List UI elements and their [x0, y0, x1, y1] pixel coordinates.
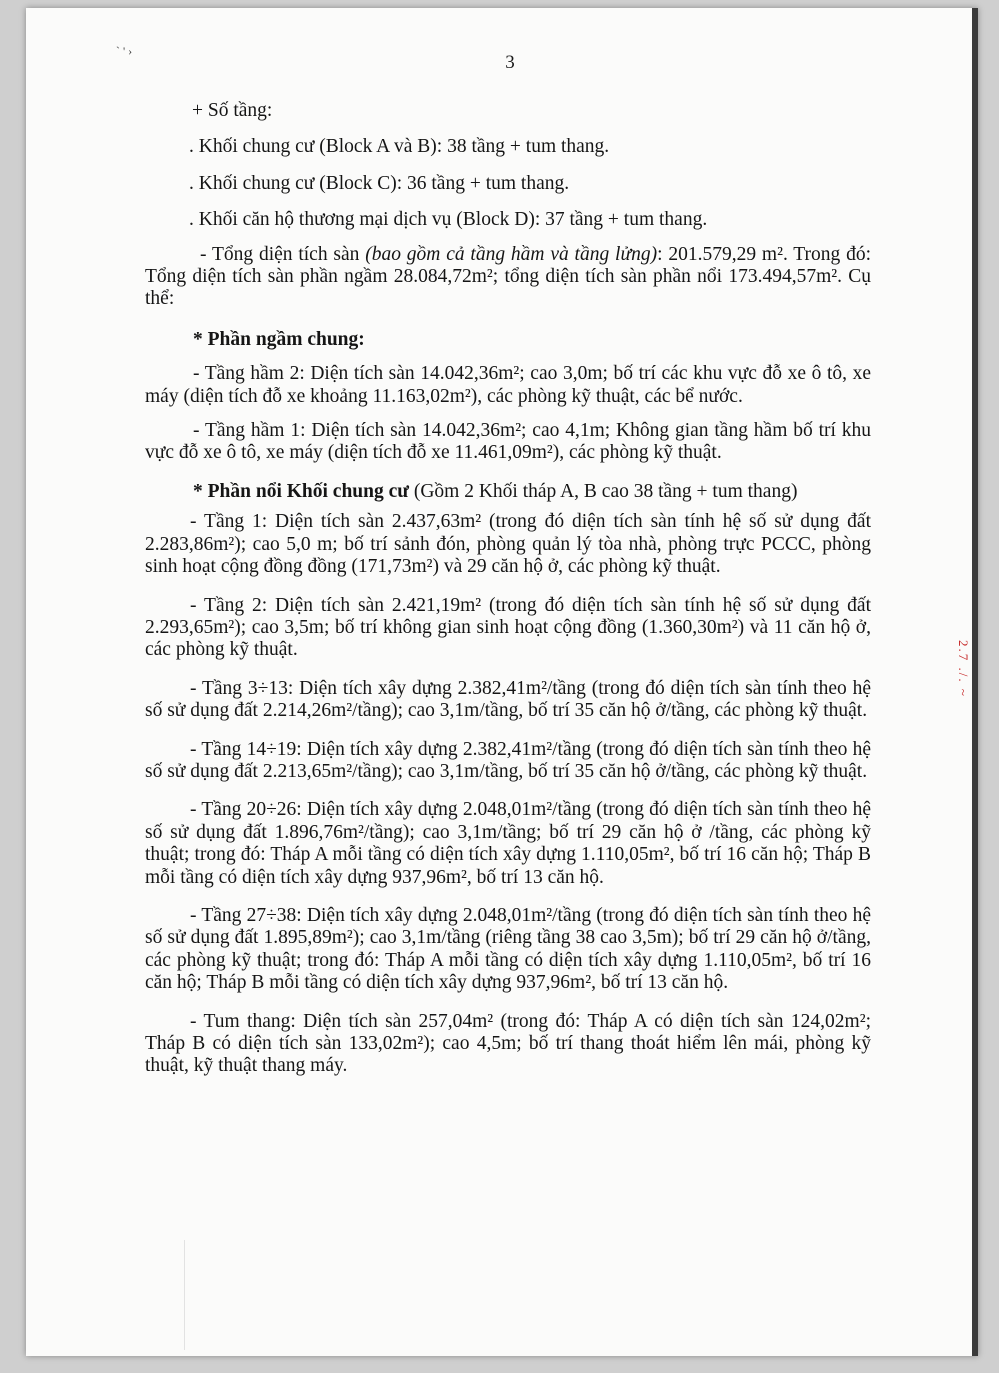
paragraph-tong-dien-tich: [145, 244, 871, 311]
tong-dien-tich-prefix: - Tổng diện tích sàn: [200, 243, 366, 265]
stray-marks: ` ' ›: [116, 44, 133, 58]
paragraph-tang-20-26: - Tầng 20÷26: Diện tích xây dựng 2.048,01m²/tầng (trong đó diện tích sàn tính theo hệ số sử dụng đất 1.896,76m²/tầng); cao 3,1m/tầng; bố trí 29 căn hộ ở /tầng, các phòng kỹ thuật; trong đó: Tháp A mỗi tầng có diện tích xây dựng 1.110,05m², bố trí 16 căn hộ; Tháp B mỗi tầng có diện tích xây dựng 937,96m², bố trí 13 căn hộ.: [145, 799, 871, 888]
paragraph-tum-thang: - Tum thang: Diện tích sàn 257,04m² (trong đó: Tháp A có diện tích sàn 124,02m²; Tháp B có diện tích sàn 133,02m²); cao 4,5m; bố trí thang thoát hiểm lên mái, phòng kỹ thuật, kỹ thuật thang máy.: [145, 1010, 871, 1077]
phan-noi-rest: (Gồm 2 Khối tháp A, B cao 38 tầng + tum thang): [408, 480, 798, 502]
paragraph-block-c: . Khối chung cư (Block C): 36 tầng + tum thang.: [189, 172, 570, 194]
paragraph-tang-27-38: - Tầng 27÷38: Diện tích xây dựng 2.048,01m²/tầng (trong đó diện tích sàn tính theo hệ số sử dụng đất 1.895,89m²); cao 3,1m/tầng (riêng tầng 38 cao 3,5m); bố trí 29 căn hộ ở/tầng, các phòng kỹ thuật; trong đó: Tháp A mỗi tầng có diện tích xây dựng 1.110,05m², bố trí 16 căn hộ; Tháp B mỗi tầng có diện tích xây dựng 937,96m², bố trí 13 căn hộ.: [145, 904, 871, 994]
tong-dien-tich-italic: (bao gồm cả tầng hầm và tầng lửng): [365, 243, 658, 265]
document-body: [145, 100, 871, 1078]
page-fold-line: [184, 1240, 185, 1350]
heading-phan-ngam: * Phần ngầm chung:: [193, 328, 365, 350]
paragraph-tang-1: - Tầng 1: Diện tích sàn 2.437,63m² (trong đó diện tích sàn tính hệ số sử dụng đất 2.283,86m²); cao 5,0 m; bố trí sảnh đón, phòng quản lý tòa nhà, phòng trực PCCC, phòng sinh hoạt cộng đồng đồng (171,73m²) và 29 căn hộ ở, các phòng kỹ thuật.: [145, 511, 871, 578]
paragraph-tang-ham-2: - Tầng hầm 2: Diện tích sàn 14.042,36m²; cao 3,0m; bố trí các khu vực đỗ xe ô tô, xe máy (diện tích đỗ xe khoảng 11.163,02m²), các phòng kỹ thuật, các bể nước.: [145, 363, 871, 407]
page-spine-shadow: [972, 8, 978, 1356]
paragraph-tang-14-19: - Tầng 14÷19: Diện tích xây dựng 2.382,41m²/tầng (trong đó diện tích sàn tính theo hệ số sử dụng đất 2.213,65m²/tầng); cao 3,1m/tầng, bố trí 35 căn hộ ở/tầng, các phòng kỹ thuật.: [145, 738, 871, 782]
page-number: 3: [505, 52, 515, 73]
paragraph-tang-ham-1: - Tầng hầm 1: Diện tích sàn 14.042,36m²; cao 4,1m; Không gian tầng hầm bố trí khu vực đỗ xe ô tô, xe máy (diện tích đỗ xe 11.461,09m²), các phòng kỹ thuật.: [145, 420, 871, 464]
heading-phan-noi: [193, 481, 871, 503]
phan-noi-bold: * Phần nổi Khối chung cư: [193, 480, 409, 502]
tong-dien-tich-suffix: : 201.579,29 m². Trong đó: Tổng diện tích sàn phần ngầm 28.084,72m²; tổng diện tích sàn phần nổi 173.494,57m². Cụ thể:: [145, 243, 871, 310]
margin-handwritten-mark: 2.7 ./. ~: [956, 640, 971, 698]
paragraph-block-d: . Khối căn hộ thương mại dịch vụ (Block D): 37 tầng + tum thang.: [189, 209, 708, 231]
paragraph-so-tang: + Số tầng:: [192, 100, 273, 121]
paragraph-tang-2: - Tầng 2: Diện tích sàn 2.421,19m² (trong đó diện tích sàn tính hệ số sử dụng đất 2.293,65m²); cao 3,5m; bố trí không gian sinh hoạt cộng đồng (1.360,30m²) và 11 căn hộ ở, các phòng kỹ thuật.: [145, 594, 871, 661]
paragraph-block-ab: . Khối chung cư (Block A và B): 38 tầng + tum thang.: [189, 136, 610, 158]
paragraph-tang-3-13: - Tầng 3÷13: Diện tích xây dựng 2.382,41m²/tầng (trong đó diện tích sàn tính theo hệ số sử dụng đất 2.214,26m²/tầng); cao 3,1m/tầng, bố trí 35 căn hộ ở/tầng, các phòng kỹ thuật.: [145, 677, 871, 722]
